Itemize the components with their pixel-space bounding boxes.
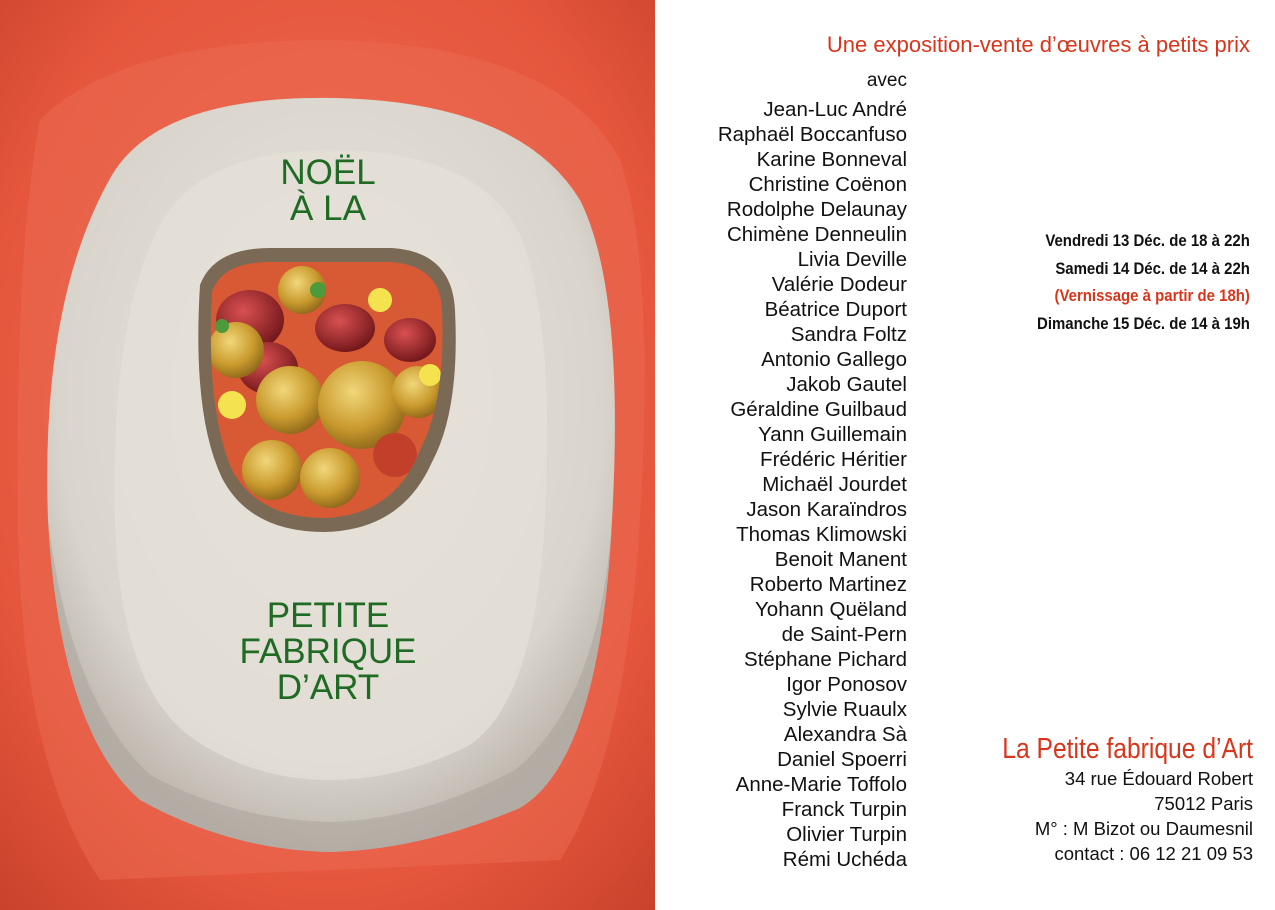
artist-name: Valérie Dodeur xyxy=(771,273,907,296)
poster-title-top xyxy=(228,155,428,227)
artist-name: Rémi Uchéda xyxy=(782,848,907,871)
exhibition-tagline: Une exposition-vente d’œuvres à petits prix xyxy=(826,32,1250,57)
artist-name: Yann Guillemain xyxy=(758,423,907,446)
title-line: À LA xyxy=(290,189,366,228)
venue-city: 75012 Paris xyxy=(1154,793,1253,814)
artist-name: Christine Coënon xyxy=(748,173,907,196)
artist-name: de Saint-Pern xyxy=(781,623,907,646)
artist-name: Roberto Martinez xyxy=(749,573,907,596)
artist-name: Rodolphe Delaunay xyxy=(726,198,907,221)
venue-name: La Petite fabrique d’Art xyxy=(1002,733,1253,765)
artist-name: Thomas Klimowski xyxy=(736,523,907,546)
artist-name: Sandra Foltz xyxy=(790,323,907,346)
artist-name: Michaël Jourdet xyxy=(762,473,907,496)
artist-name: Chimène Denneulin xyxy=(726,223,907,246)
artist-name: Olivier Turpin xyxy=(786,823,907,846)
venue-contact: contact : 06 12 21 09 53 xyxy=(1054,843,1253,864)
artist-name: Jakob Gautel xyxy=(786,373,907,396)
title-line: PETITE xyxy=(266,596,390,635)
artist-name: Alexandra Sà xyxy=(783,723,907,746)
artists-intro: avec xyxy=(866,70,907,91)
artist-name: Raphaël Boccanfuso xyxy=(717,123,907,146)
artist-name: Jean-Luc André xyxy=(763,98,907,121)
artist-name: Karine Bonneval xyxy=(756,148,907,171)
artist-name: Béatrice Duport xyxy=(764,298,907,321)
artist-name: Frédéric Héritier xyxy=(760,448,907,471)
title-line: D’ART xyxy=(276,668,380,707)
poster-title-bottom xyxy=(178,598,478,706)
artist-name: Daniel Spoerri xyxy=(777,748,907,771)
opening-dates xyxy=(1008,227,1250,337)
artist-name: Géraldine Guilbaud xyxy=(730,398,907,421)
date-sunday: Dimanche 15 Déc. de 14 à 19h xyxy=(1037,313,1250,333)
date-friday: Vendredi 13 Déc. de 18 à 22h xyxy=(1045,231,1250,250)
title-line: NOËL xyxy=(280,153,376,192)
artist-name: Antonio Gallego xyxy=(761,348,907,371)
artist-name: Yohann Quëland xyxy=(755,598,907,621)
artist-name: Livia Deville xyxy=(797,248,907,271)
artist-name: Stéphane Pichard xyxy=(744,648,907,671)
artist-name: Jason Karaïndros xyxy=(746,498,907,521)
venue-address: 34 rue Édouard Robert xyxy=(1064,768,1253,789)
date-saturday: Samedi 14 Déc. de 14 à 22h xyxy=(1055,258,1250,278)
artist-name: Igor Ponosov xyxy=(786,673,907,696)
venue-info xyxy=(958,732,1253,866)
title-line: FABRIQUE xyxy=(239,632,417,671)
artist-list xyxy=(718,97,907,872)
artist-name: Sylvie Ruaulx xyxy=(782,698,907,721)
artist-name: Franck Turpin xyxy=(781,798,907,821)
artist-name: Anne-Marie Toffolo xyxy=(735,773,907,796)
venue-metro: M° : M Bizot ou Daumesnil xyxy=(1034,818,1253,839)
vernissage-note: (Vernissage à partir de 18h) xyxy=(1054,286,1250,305)
artist-name: Benoit Manent xyxy=(774,548,907,571)
